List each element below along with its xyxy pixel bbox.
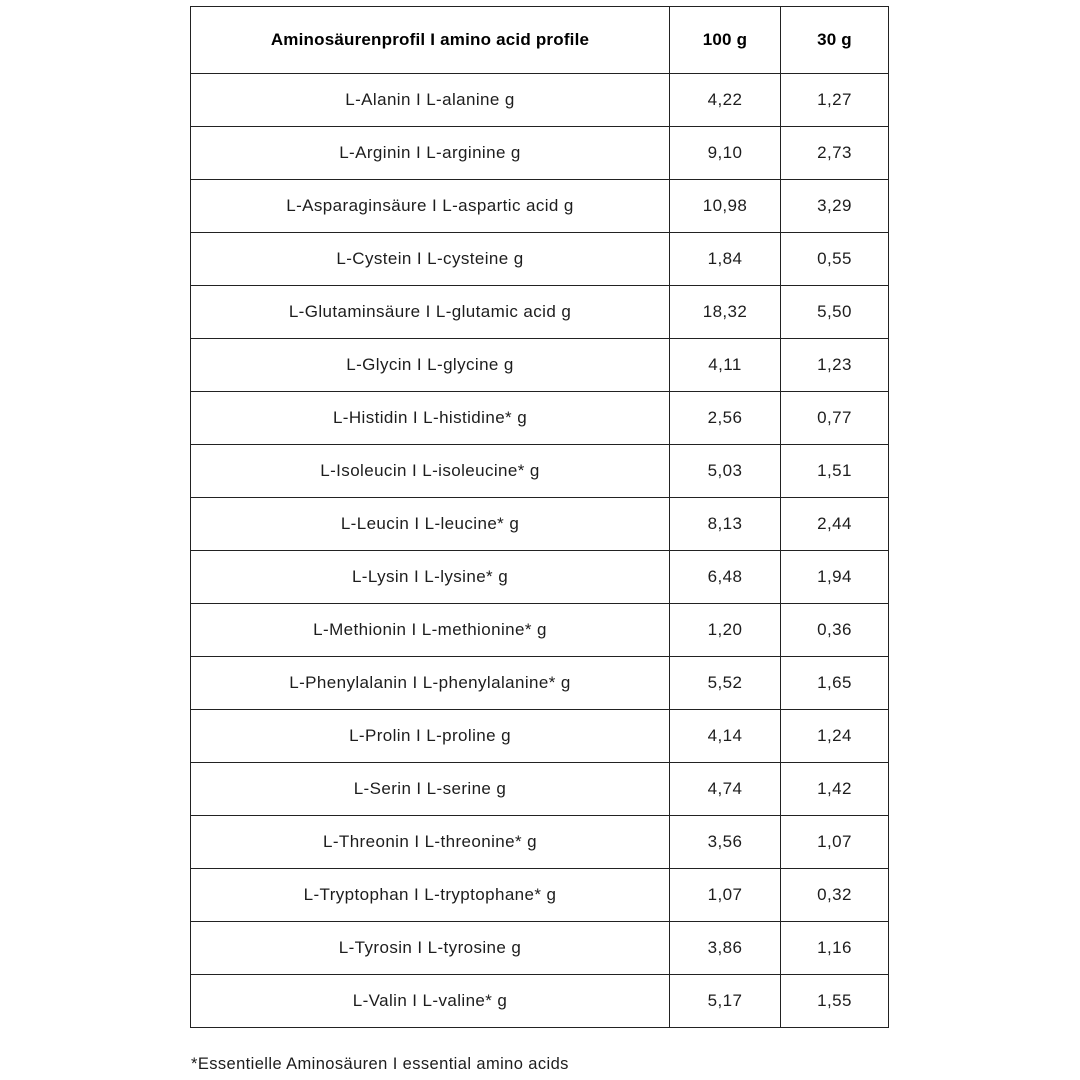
value-per-100g: 6,48 xyxy=(670,551,781,604)
header-profile-title: Aminosäurenprofil I amino acid profile xyxy=(191,7,670,74)
amino-acid-name: L-Tryptophan I L-tryptophane* g xyxy=(191,869,670,922)
amino-acid-name: L-Serin I L-serine g xyxy=(191,763,670,816)
amino-acid-name: L-Cystein I L-cysteine g xyxy=(191,233,670,286)
value-per-30g: 1,27 xyxy=(781,74,889,127)
table-row xyxy=(191,286,889,339)
amino-acid-name: L-Leucin I L-leucine* g xyxy=(191,498,670,551)
value-per-30g: 1,65 xyxy=(781,657,889,710)
table-row xyxy=(191,710,889,763)
amino-acid-name: L-Methionin I L-methionine* g xyxy=(191,604,670,657)
table-row xyxy=(191,816,889,869)
amino-acid-name: L-Valin I L-valine* g xyxy=(191,975,670,1028)
value-per-100g: 3,86 xyxy=(670,922,781,975)
table-row xyxy=(191,127,889,180)
value-per-100g: 1,20 xyxy=(670,604,781,657)
value-per-100g: 3,56 xyxy=(670,816,781,869)
table-row xyxy=(191,975,889,1028)
amino-acid-name: L-Threonin I L-threonine* g xyxy=(191,816,670,869)
amino-acid-name: L-Asparaginsäure I L-aspartic acid g xyxy=(191,180,670,233)
value-per-30g: 1,16 xyxy=(781,922,889,975)
header-col-100g: 100 g xyxy=(670,7,781,74)
table-row xyxy=(191,551,889,604)
table-row xyxy=(191,445,889,498)
amino-acid-name: L-Prolin I L-proline g xyxy=(191,710,670,763)
value-per-30g: 5,50 xyxy=(781,286,889,339)
value-per-100g: 5,17 xyxy=(670,975,781,1028)
value-per-100g: 4,14 xyxy=(670,710,781,763)
value-per-30g: 0,32 xyxy=(781,869,889,922)
value-per-100g: 2,56 xyxy=(670,392,781,445)
amino-acid-name: L-Isoleucin I L-isoleucine* g xyxy=(191,445,670,498)
amino-acid-name: L-Phenylalanin I L-phenylalanine* g xyxy=(191,657,670,710)
value-per-30g: 0,55 xyxy=(781,233,889,286)
table-row xyxy=(191,922,889,975)
amino-acid-name: L-Alanin I L-alanine g xyxy=(191,74,670,127)
essential-amino-acids-footnote: *Essentielle Aminosäuren I essential amino acids xyxy=(191,1055,569,1073)
amino-acid-name: L-Lysin I L-lysine* g xyxy=(191,551,670,604)
value-per-30g: 0,36 xyxy=(781,604,889,657)
amino-acid-name: L-Glutaminsäure I L-glutamic acid g xyxy=(191,286,670,339)
value-per-30g: 3,29 xyxy=(781,180,889,233)
amino-acid-name: L-Tyrosin I L-tyrosine g xyxy=(191,922,670,975)
table-row xyxy=(191,339,889,392)
value-per-100g: 10,98 xyxy=(670,180,781,233)
value-per-30g: 1,23 xyxy=(781,339,889,392)
table-row xyxy=(191,233,889,286)
value-per-100g: 4,11 xyxy=(670,339,781,392)
value-per-30g: 2,73 xyxy=(781,127,889,180)
value-per-100g: 1,07 xyxy=(670,869,781,922)
amino-acid-name: L-Arginin I L-arginine g xyxy=(191,127,670,180)
table-body xyxy=(191,74,889,1028)
table-row xyxy=(191,604,889,657)
table-row xyxy=(191,498,889,551)
value-per-30g: 2,44 xyxy=(781,498,889,551)
table-row xyxy=(191,392,889,445)
table-row xyxy=(191,180,889,233)
value-per-100g: 5,03 xyxy=(670,445,781,498)
header-col-30g: 30 g xyxy=(781,7,889,74)
value-per-100g: 18,32 xyxy=(670,286,781,339)
amino-acid-name: L-Histidin I L-histidine* g xyxy=(191,392,670,445)
value-per-100g: 9,10 xyxy=(670,127,781,180)
value-per-30g: 1,55 xyxy=(781,975,889,1028)
value-per-30g: 1,24 xyxy=(781,710,889,763)
table-row xyxy=(191,657,889,710)
value-per-100g: 1,84 xyxy=(670,233,781,286)
value-per-100g: 5,52 xyxy=(670,657,781,710)
table-row xyxy=(191,74,889,127)
value-per-30g: 1,94 xyxy=(781,551,889,604)
value-per-100g: 8,13 xyxy=(670,498,781,551)
table-row xyxy=(191,763,889,816)
value-per-30g: 1,07 xyxy=(781,816,889,869)
table-header-row xyxy=(191,7,889,74)
value-per-100g: 4,74 xyxy=(670,763,781,816)
table-row xyxy=(191,869,889,922)
value-per-100g: 4,22 xyxy=(670,74,781,127)
amino-acid-name: L-Glycin I L-glycine g xyxy=(191,339,670,392)
amino-acid-profile-table xyxy=(190,6,889,1028)
value-per-30g: 1,42 xyxy=(781,763,889,816)
value-per-30g: 1,51 xyxy=(781,445,889,498)
value-per-30g: 0,77 xyxy=(781,392,889,445)
